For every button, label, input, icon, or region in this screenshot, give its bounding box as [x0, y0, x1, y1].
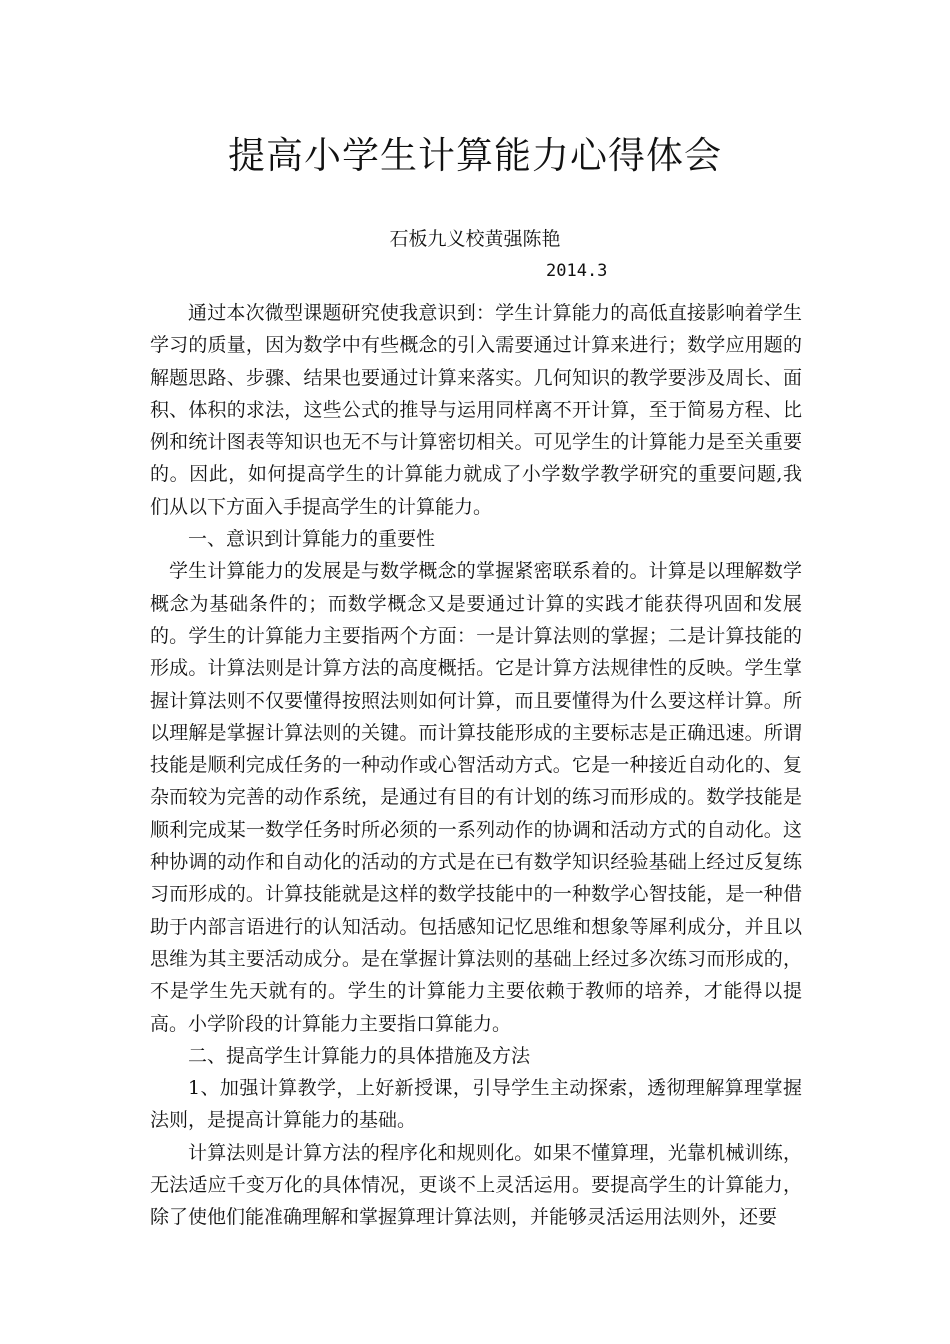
document-date: 2014.3: [546, 261, 608, 281]
document-author: 石板九义校黄强陈艳: [389, 228, 561, 250]
paragraph-measure-1-detail: 计算法则是计算方法的程序化和规则化。如果不懂算理，光靠机械训练，无法适应千变万化的具体情况，更谈不上灵活运用。要提高学生的计算能力，除了使他们能准确理解和掌握算理计算法则，并能够灵活运用法则外，还要: [150, 1141, 802, 1229]
document-title: 提高小学生计算能力心得体会: [228, 134, 722, 177]
section-heading-2: 二、提高学生计算能力的具体措施及方法: [188, 1044, 531, 1067]
document-body: [150, 297, 802, 1234]
section-heading-1: 一、意识到计算能力的重要性: [188, 528, 436, 551]
paragraph-intro: 通过本次微型课题研究使我意识到：学生计算能力的高低直接影响着学生学习的质量，因为数学中有些概念的引入需要通过计算来进行；数学应用题的解题思路、步骤、结果也要通过计算来落实。几何知识的教学要涉及周长、面积、体积的求法，这些公式的推导与运用同样离不开计算，至于简易方程、比例和统计图表等知识也无不与计算密切相关。可见学生的计算能力是至关重要的。因此，如何提高学生的计算能力就成了小学数学教学研究的重要问题,我们从以下方面入手提高学生的计算能力。: [150, 302, 802, 518]
paragraph-section-1: 学生计算能力的发展是与数学概念的掌握紧密联系着的。计算是以理解数学概念为基础条件的；而数学概念又是要通过计算的实践才能获得巩固和发展的。学生的计算能力主要指两个方面：一是计算法则的掌握；二是计算技能的形成。计算法则是计算方法的高度概括。它是计算方法规律性的反映。学生掌握计算法则不仅要懂得按照法则如何计算，而且要懂得为什么要这样计算。所以理解是掌握计算法则的关键。而计算技能形成的主要标志是正确迅速。所谓技能是顺利完成任务的一种动作或心智活动方式。它是一种接近自动化的、复杂而较为完善的动作系统，是通过有目的有计划的练习而形成的。数学技能是顺利完成某一数学任务时所必须的一系列动作的协调和活动方式的自动化。这种协调的动作和自动化的活动的方式是在已有数学知识经验基础上经过反复练习而形成的。计算技能就是这样的数学技能中的一种数学心智技能，是一种借助于内部言语进行的认知活动。包括感知记忆思维和想象等犀利成分，并且以思维为其主要活动成分。是在掌握计算法则的基础上经过多次练习而形成的，不是学生先天就有的。学生的计算能力主要依赖于教师的培养，才能得以提高。小学阶段的计算能力主要指口算能力。: [150, 560, 802, 1035]
paragraph-measure-1: 1、加强计算教学，上好新授课，引导学生主动探索，透彻理解算理掌握法则，是提高计算能力的基础。: [150, 1077, 802, 1132]
